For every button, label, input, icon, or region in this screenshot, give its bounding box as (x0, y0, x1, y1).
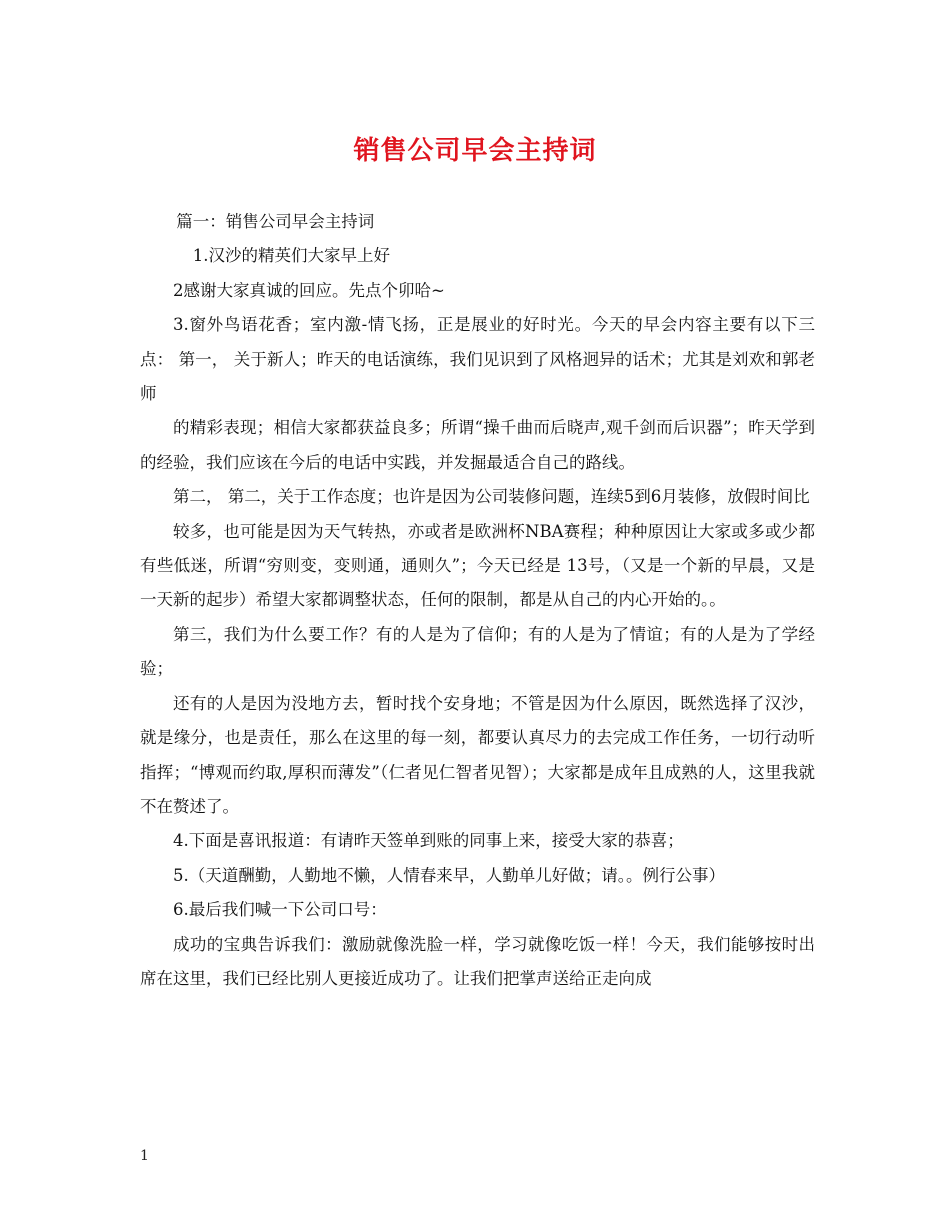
paragraph: 较多，也可能是因为天气转热，亦或者是欧洲杯NBA赛程；种种原因让大家或多或少都有些低迷，所谓“穷则变，变则通，通则久”；今天已经是 13号，（又是一个新的早晨，又是一天新的起步）希望大家都调整状态，任何的限制，都是从自己的内心开始的。。 (140, 521, 815, 610)
paragraph: 的精彩表现；相信大家都获益良多；所谓“操千曲而后晓声,观千剑而后识器”；昨天学到的经验，我们应该在今后的电话中实践，并发掘最适合自己的路线。 (140, 418, 815, 472)
paragraph: 第三，我们为什么要工作？有的人是为了信仰；有的人是为了情谊；有的人是为了学经验； (140, 624, 815, 679)
document-title: 销售公司早会主持词 (353, 136, 597, 166)
paragraph: 5.（天道酬勤，人勤地不懒，人情春来早，人勤单儿好做；请。。例行公事） (173, 865, 725, 885)
paragraph: 4.下面是喜讯报道：有请昨天签单到账的同事上来，接受大家的恭喜； (173, 831, 684, 851)
paragraph: 2感谢大家真诚的回应。先点个卯哈~ (173, 280, 445, 300)
paragraph: 成功的宝典告诉我们：激励就像洗脸一样，学习就像吃饭一样！今天，我们能够按时出席在这里，我们已经比别人更接近成功了。让我们把掌声送给正走向成 (140, 934, 815, 988)
paragraph: 6.最后我们喊一下公司口号： (173, 900, 387, 920)
paragraph: 篇一：销售公司早会主持词 (176, 212, 375, 231)
paragraph: 还有的人是因为没地方去，暂时找个安身地；不管是因为什么原因，既然选择了汉沙，就是缘分，也是责任，那么在这里的每一刻，都要认真尽力的去完成工作任务，一切行动听指挥；“博观而约取,厚积而薄发”（仁者见仁智者见智）；大家都是成年且成熟的人，这里我就不在赘述了。 (140, 693, 815, 816)
paragraph: 3.窗外鸟语花香；室内激-情飞扬，正是展业的好时光。今天的早会内容主要有以下三点： 第一， 关于新人；昨天的电话演练，我们见识到了风格迥异的话术；尤其是刘欢和郭老师 (140, 315, 815, 404)
paragraph: 第二， 第二，关于工作态度；也许是因为公司装修问题，连续5到6月装修，放假时间比 (173, 487, 810, 507)
paragraph: 1.汉沙的精英们大家早上好 (192, 246, 391, 266)
document-body (140, 205, 815, 996)
page-number: 1 (140, 1148, 149, 1164)
